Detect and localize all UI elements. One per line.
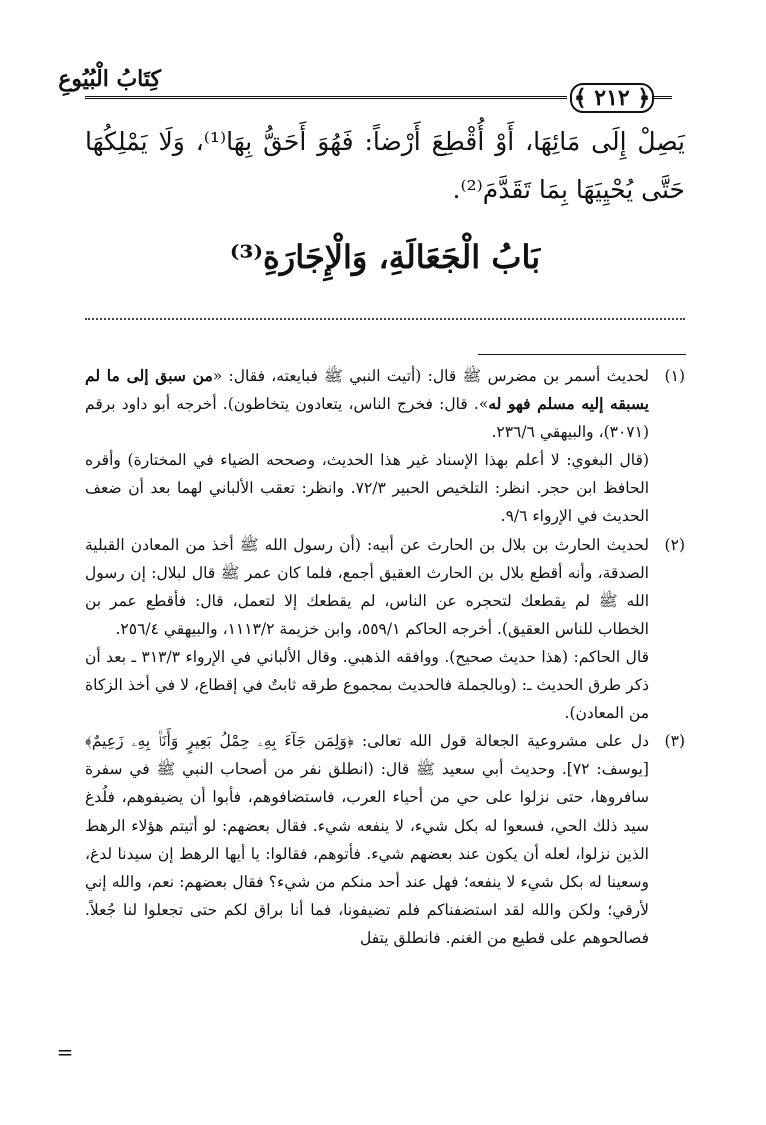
footnote-2 <box>85 531 685 728</box>
dotted-separator <box>85 318 685 320</box>
main-text: يَصِلْ إِلَى مَائِهَا، أَوْ أُقْطِعَ أَرْضاً: فَهُوَ أَحَقُّ بِهَا⁽¹⁾، وَلَا يَمْلِكُهَا حَتَّى يُحْيِيَهَا بِمَا تَقَدَّمَ⁽²⁾. <box>85 127 685 204</box>
quran-verse: ﴿وَلِمَن جَآءَ بِهِۦ حِمْلُ بَعِيرٍ وَأَنَا۠ بِهِۦ زَعِيمٌ﴾ <box>85 732 354 751</box>
footnote-paragraph <box>85 362 649 446</box>
header-rule <box>85 96 567 99</box>
footnote-text: دل على مشروعية الجعالة قول الله تعالى: <box>353 732 649 751</box>
footnote-paragraph <box>85 727 649 952</box>
footnote-text: ». قال: فخرج الناس، يتعادون يتخاطون). أخرجه أبو داود برقم (٣٠٧١)، والبيهقي ٢٣٦/٦. <box>85 395 649 442</box>
page-number: ﴿ ٢١٢ ﴾ <box>570 83 654 113</box>
footnotes <box>85 362 685 952</box>
footnote-paragraph: قال الحاكم: (هذا حديث صحيح). ووافقه الذهبي. وقال الألباني في الإرواء ٣١٣/٣ ـ بعد أن ذكر طرق الحديث ـ: (وبالجملة فالحديث بمجموع طرقه ثابتٌ في إقطاع، لا في أخذ الزكاة من المعادن). <box>85 647 649 723</box>
footnote-1 <box>85 362 685 531</box>
footnote-text: لحديث أسمر بن مضرس ﷺ قال: (أتيت النبي ﷺ فبايعته، فقال: « <box>212 367 649 385</box>
footnote-rule <box>478 354 686 355</box>
footnote-text: [يوسف: ٧٢]. وحديث أبي سعيد ﷺ قال: (انطلق نفر من أصحاب النبي ﷺ في سفرة سافروها، حتى نزلوا على حي من أحياء العرب، فاستضافوهم، فأبوا أن يضيفوهم، فلُدغ سيد ذلك الحي، فسعوا له بكل شيء، لا ينفعه شيء. فقال بعضهم: لو أتيتم هؤلاء الرهط الذين نزلوا، لعله أن يكون عند بعضهم شيء. فأتوهم، فقالوا: يا أيها الرهط إن سيدنا لدغ، وسعينا له بكل شيء لا ينفعه؛ فهل عند أحد منكم من شيء؟ فقال بعضهم: نعم، والله إني لأرقي؛ ولكن والله لقد استضفناكم فلم تضيفونا، فما أنا براق لكم حتى تجعلوا لنا جُعلاً. فصالحوهم على قطيع من الغنم. فانطلق يتفل <box>85 760 649 947</box>
footnote-body <box>85 362 649 531</box>
footnote-number: (١) <box>664 367 685 385</box>
header-rule-right <box>652 96 672 99</box>
footnote-body <box>85 531 649 728</box>
continuation-mark: = <box>56 1040 74 1064</box>
chapter-title: بَابُ الْجَعَالَةِ، وَالْإِجَارَةِ⁽³⁾ <box>229 238 541 276</box>
footnote-number: (٢) <box>664 535 685 554</box>
footnote-number: (٣) <box>664 732 685 751</box>
hadith-quote: من سبق إلى ما لم يسبقه إليه مسلم فهو له <box>85 366 649 414</box>
footnote-paragraph: (قال البغوي: لا أعلم بهذا الإسناد غير هذا الحديث، وصححه الضياء في المختارة) وأقره الحافظ ابن حجر. انظر: التلخيص الحبير ٧٢/٣. وانظر: تعقب الألباني لهما بعد أن ضعف الحديث في الإرواء ٩/٦. <box>85 451 649 526</box>
footnote-3 <box>85 727 685 952</box>
running-title: كِتَابُ الْبُيُوعِ <box>58 66 161 92</box>
footnote-body <box>85 727 649 952</box>
footnote-paragraph: لحديث الحارث بن بلال بن الحارث عن أبيه: (أن رسول الله ﷺ أخذ من المعادن القبلية الصدقة، وأنه أقطع بلال بن الحارث العقيق أجمع، فلما كان عمر ﷺ قال لبلال: إن رسول الله ﷺ لم يقطعك لتحجره عن الناس، لم يقطعك إلا لتعمل، قال: فأقطع عمر بن الخطاب للناس العقيق). أخرجه الحاكم ٥٥٩/١، وابن خزيمة ١١١٣/٢، والبيهقي ٢٥٦/٤. <box>85 535 649 638</box>
